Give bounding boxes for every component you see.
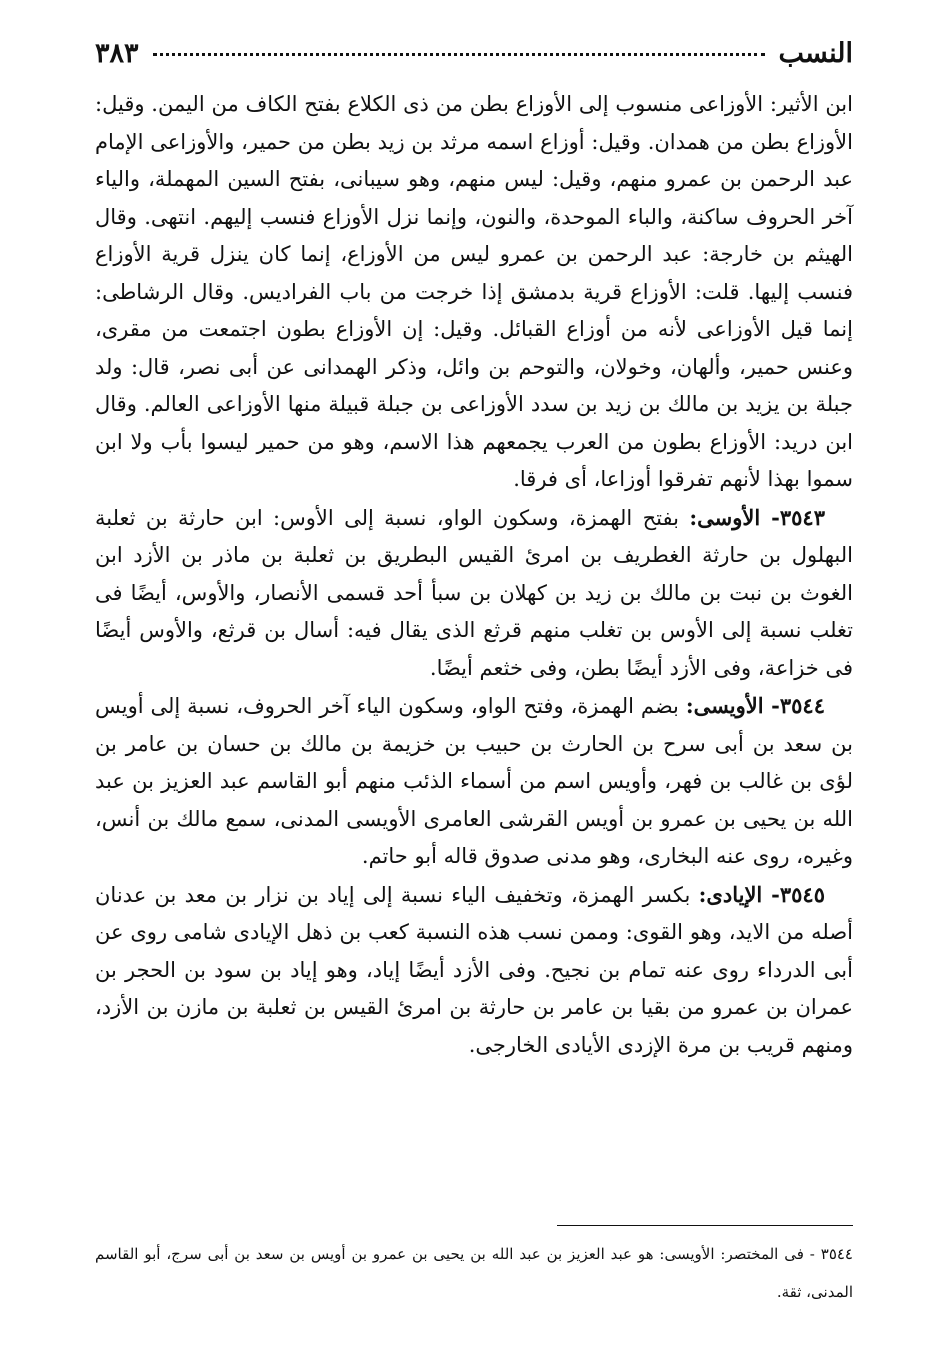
entry-label: ٣٥٤٣- الأوسى: <box>689 504 825 530</box>
header-title: النسب <box>778 38 853 69</box>
running-header <box>95 38 853 86</box>
entry-3544 <box>95 687 853 876</box>
footnote-divider <box>557 1225 853 1226</box>
entry-text: بكسر الهمزة، وتخفيف الياء نسبة إلى إياد بن نزار بن معد بن عدنان أصله من الايد، وهو القوى: وممن نسب هذه النسبة كعب بن ذهل الإيادى شامى روى عن أبى الدرداء روى عنه تمام بن نجيح. وفى الأزد أيضًا إياد، وهو إياد بن سود بن الحجر بن عمران بن عمرو من بقيا بن عامر بن حارثة بن امرئ القيس بن ثعلبة بن مازن بن الأزد، ومنهم قريب بن مرة الإزدى الأيادى الخارجى. <box>95 882 853 1057</box>
entry-3545 <box>95 876 853 1065</box>
book-page <box>95 38 853 1301</box>
entry-3543 <box>95 499 853 688</box>
paragraph-awzai <box>95 86 853 499</box>
footnote-text: ٣٥٤٤ - فى المختصر: الأويسى: هو عبد العزيز بن عبد الله بن يحيى بن عمرو بن أويس بن سعد بن أبى سرج، أبو القاسم المدنى، ثقة. <box>95 1245 853 1301</box>
paragraph-text: ابن الأثير: الأوزاعى منسوب إلى الأوزاع بطن من ذى الكلاع بفتح الكاف من اليمن. وقيل: الأوزاع بطن من همدان. وقيل: أوزاع اسمه مرثد بن زيد بطن من حمير، والأوزاعى الإمام عبد الرحمن بن عمرو منهم، وقيل: ليس منهم، وهو سيبانى، بفتح السين المهملة، والياء آخر الحروف ساكنة، والباء الموحدة، والنون، وإنما نزل الأوزاع فنسب إليهم. انتهى. وقال الهيثم بن خارجة: عبد الرحمن بن عمرو ليس من الأوزاع، إنما كان ينزل قرية الأوزاع فنسب إليها. قلت: الأوزاع قرية بدمشق إذا خرجت من باب الفراديس. وقال الرشاطى: إنما قيل الأوزاعى لأنه من أوزاع القبائل. وقيل: إن الأوزاع بطون اجتمعت من مقرى، وعنس حمير، وألهان، وخولان، والتوحم بن وائل، وذكر الهمدانى عن أبى نصر، قال: ولد جبلة بن يزيد بن مالك بن زيد بن سدد الأوزاعى بن جبلة قبيلة منها الأوزاعى العالم. وقال ابن دريد: الأوزاع بطون من العرب يجمعهم هذا الاسم، وهو من حمير ليسوا بأب ولا ابن سموا بهذا لأنهم تفرقوا أوزاعا، أى فرقا. <box>95 92 853 491</box>
header-dot-leader <box>153 53 765 56</box>
page-number: ٣٨٣ <box>95 38 139 69</box>
footnote <box>95 1235 853 1311</box>
body-text <box>95 86 853 1064</box>
entry-label: ٣٥٤٤- الأويسى: <box>685 693 825 718</box>
entry-text: بضم الهمزة، وفتح الواو، وسكون الياء آخر الحروف، نسبة إلى أويس بن سعد بن أبى سرح بن الحارث بن حبيب بن خزيمة بن مالك بن حسان بن عامر بن لؤى بن غالب بن فهر، وأويس اسم من أسماء الذئب منهم أبو القاسم عبد العزيز بن عبد الله بن يحيى بن عمرو بن أويس القرشى العامرى الأويسى المدنى، سمع مالك بن أنس، وغيره، روى عنه البخارى، وهو مدنى صدوق قاله أبو حاتم. <box>95 694 853 868</box>
entry-text: بفتح الهمزة، وسكون الواو، نسبة إلى الأوس: ابن حارثة بن ثعلبة البهلول بن حارثة الغطريف بن امرئ القيس البطريق بن ثعلبة بن ماذر بن الأزد ابن الغوث بن نبت بن مالك بن زيد بن كهلان بن سبأ أحد قسمى الأنصار، والأوس، أيضًا فى تغلب نسبة إلى الأوس بن تغلب منهم قرثع الذى يقال فيه: أسال بن قرثع، والأوس أيضًا فى خزاعة، وفى الأزد أيضًا بطن، وفى خثعم أيضًا. <box>95 505 853 680</box>
entry-label: ٣٥٤٥- الإيادى: <box>698 881 825 907</box>
